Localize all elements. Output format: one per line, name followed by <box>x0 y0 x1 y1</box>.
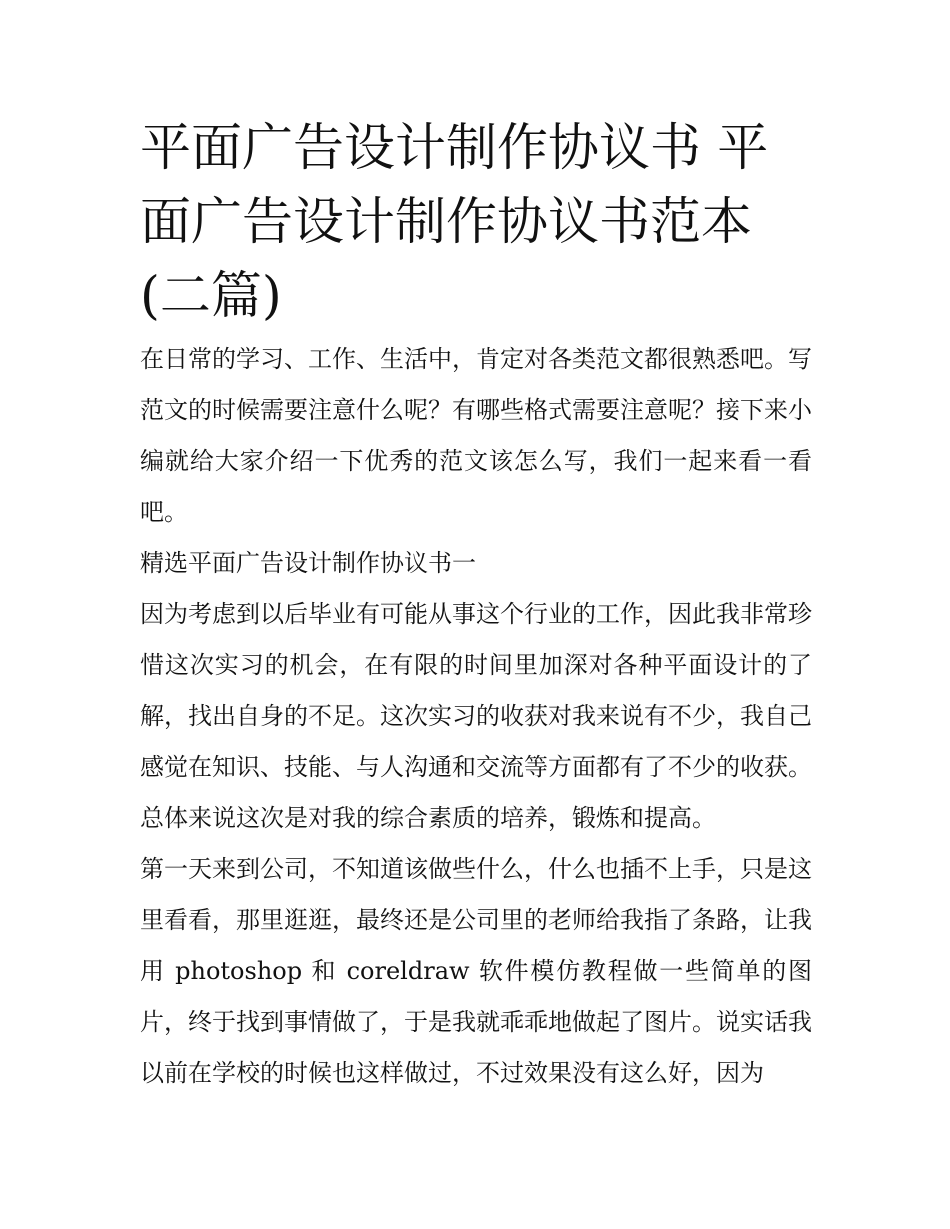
document-page <box>140 112 812 1099</box>
section-heading: 精选平面广告设计制作协议书一 <box>140 549 476 577</box>
body-paragraph-1: 因为考虑到以后毕业有可能从事这个行业的工作，因此我非常珍惜这次实习的机会，在有限的时间里加深对各种平面设计的了解，找出自身的不足。这次实习的收获对我来说有不少，我自己感觉在知识、技能、与人沟通和交流等方面都有了不少的收获。总体来说这次是对我的综合素质的培养，锻炼和提高。 <box>140 600 812 832</box>
document-title: 平面广告设计制作协议书 平面广告设计制作协议书范本(二篇) <box>140 119 769 326</box>
intro-paragraph: 在日常的学习、工作、生活中，肯定对各类范文都很熟悉吧。写范文的时候需要注意什么呢？有哪些格式需要注意呢？接下来小编就给大家介绍一下优秀的范文该怎么写，我们一起来看一看吧。 <box>140 345 812 526</box>
body-paragraph-2: 第一天来到公司，不知道该做些什么，什么也插不上手，只是这里看看，那里逛逛，最终还是公司里的老师给我指了条路，让我用 photoshop 和 coreldraw 软件模仿教程做一些简单的图片，终于找到事情做了，于是我就乖乖地做起了图片。说实话我以前在学校的时候也这样做过，不过效果没有这么好，因为 <box>140 855 812 1087</box>
